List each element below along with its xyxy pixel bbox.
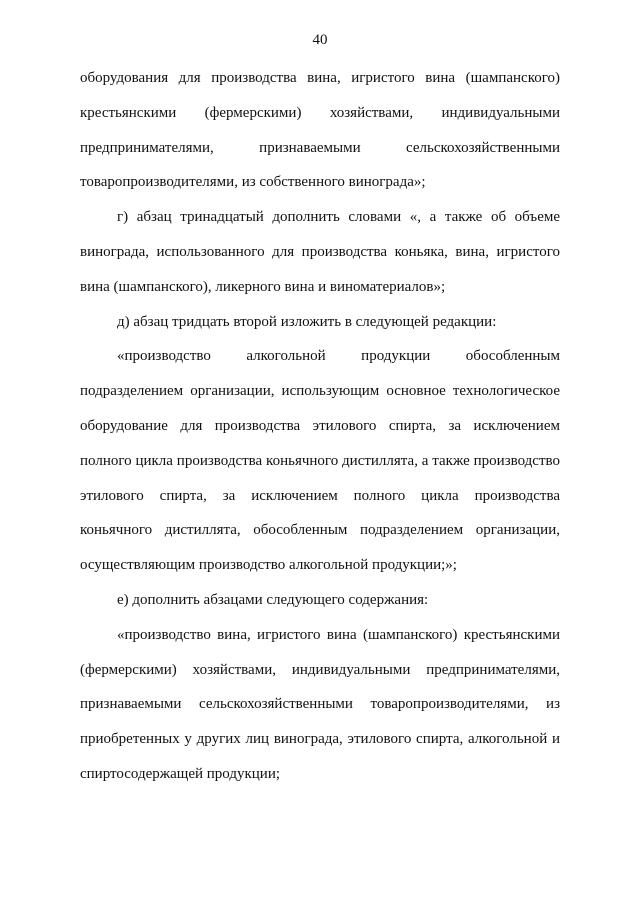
text-line: коньячного дистиллята, обособленным подразделением организации,	[80, 522, 560, 539]
text-line: оборудование для производства этилового спирта, за исключением	[80, 417, 560, 434]
text-line: «производство алкогольной продукции обособленным	[117, 348, 560, 365]
text-line: спиртосодержащей продукции;	[80, 765, 281, 782]
document-body	[80, 66, 560, 797]
text-line: д) абзац тридцать второй изложить в следующей редакции:	[117, 313, 497, 330]
text-line: г) абзац тринадцатый дополнить словами «, а также об объеме	[117, 209, 560, 226]
text-line: товаропроизводителями, из собственного винограда»;	[80, 174, 426, 191]
text-line: предпринимателями, признаваемыми сельскохозяйственными	[80, 139, 560, 156]
text-line: крестьянскими (фермерскими) хозяйствами, индивидуальными	[80, 104, 560, 121]
text-line: подразделением организации, использующим основное технологическое	[80, 383, 560, 400]
text-line: винограда, использованного для производства коньяка, вина, игристого	[80, 243, 560, 260]
text-line: этилового спирта, за исключением полного цикла производства	[80, 487, 560, 504]
text-line: оборудования для производства вина, игристого вина (шампанского)	[80, 70, 560, 86]
text-line: приобретенных у других лиц винограда, этилового спирта, алкогольной и	[80, 731, 560, 748]
text-line: е) дополнить абзацами следующего содержания:	[117, 591, 429, 608]
text-line: «производство вина, игристого вина (шампанского) крестьянскими	[117, 626, 560, 643]
text-line: полного цикла производства коньячного дистиллята, а также производство	[80, 452, 560, 469]
text-line: признаваемыми сельскохозяйственными товаропроизводителями, из	[80, 696, 560, 713]
text-line: (фермерскими) хозяйствами, индивидуальными предпринимателями,	[80, 661, 560, 678]
text-line: вина (шампанского), ликерного вина и виноматериалов»;	[80, 278, 446, 295]
page-number: 40	[312, 32, 328, 48]
text-line: осуществляющим производство алкогольной продукции;»;	[80, 557, 457, 574]
